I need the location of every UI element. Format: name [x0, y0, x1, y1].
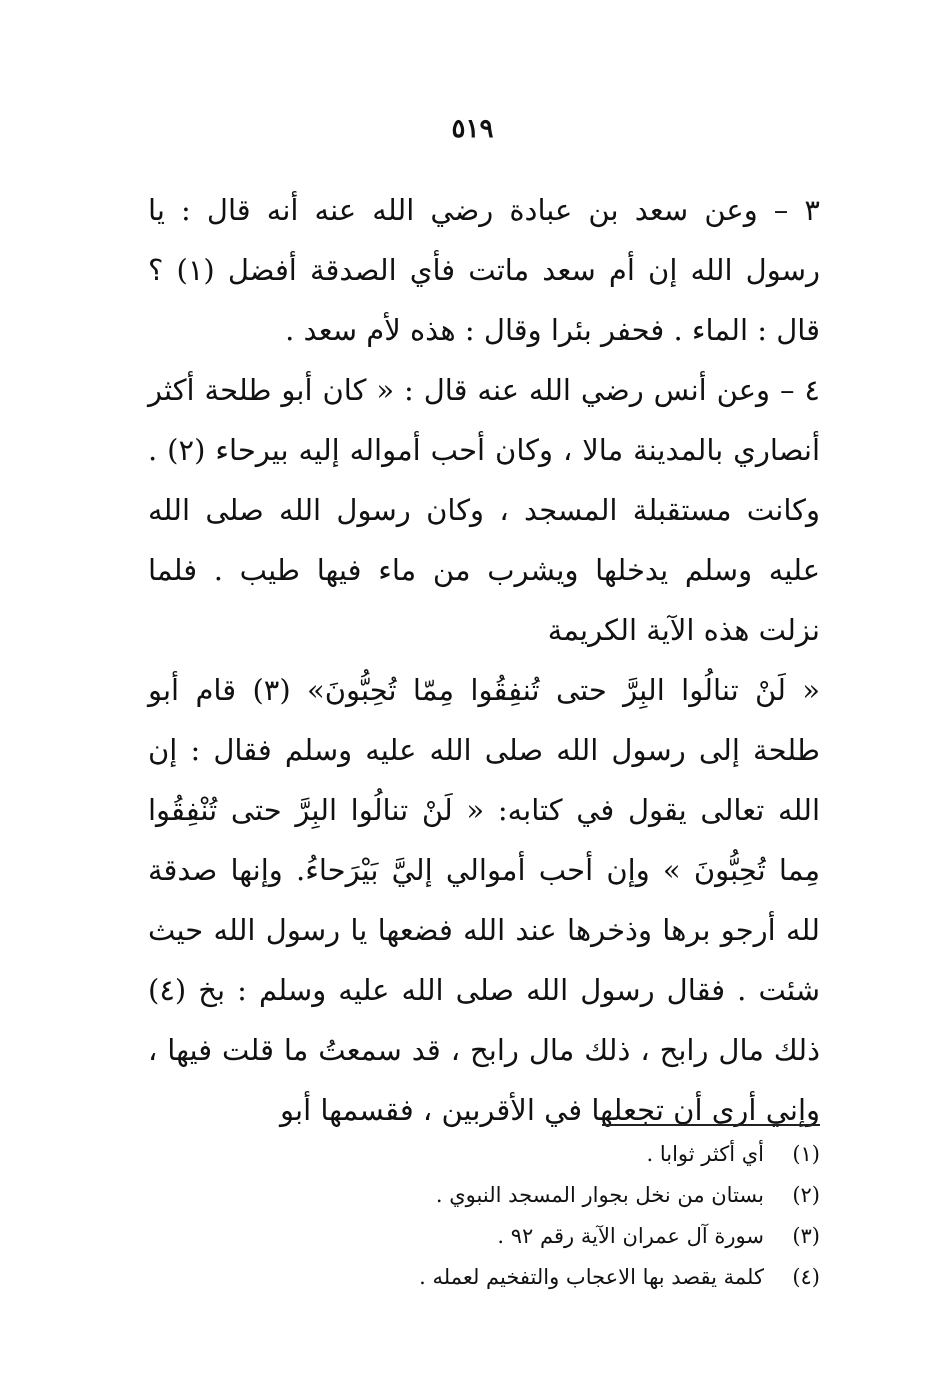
- footnote-4: [300, 1257, 820, 1298]
- footnote-3: [300, 1216, 820, 1257]
- footnote-text: أي أكثر ثوابا .: [646, 1142, 764, 1166]
- footnote-number: (٤): [792, 1265, 820, 1289]
- footnotes: [300, 1134, 820, 1298]
- footnote-1: [300, 1134, 820, 1175]
- footnote-number: (١): [792, 1142, 820, 1166]
- footnote-divider: [602, 1124, 820, 1126]
- footnote-number: (٣): [792, 1224, 820, 1248]
- footnote-text: بستان من نخل بجوار المسجد النبوي .: [435, 1183, 764, 1207]
- hadith-paragraph-4: ٤ – وعن أنس رضي الله عنه قال : « كان أبو طلحة أكثر أنصاري بالمدينة مالا ، وكان أحب أمواله إليه بيرحاء (٢) . وكانت مستقبلة المسجد ، وكان رسول الله صلى الله عليه وسلم يدخلها ويشرب من ماء فيها طيب . فلما نزلت هذه الآية الكريمة: [148, 373, 820, 647]
- footnote-number: (٢): [792, 1183, 820, 1207]
- hadith-paragraph-3: ٣ – وعن سعد بن عبادة رضي الله عنه أنه قال : يا رسول الله إن أم سعد ماتت فأي الصدقة أفضل (١) ؟ قال : الماء . فحفر بئرا وقال : هذه لأم سعد .: [148, 193, 820, 347]
- footnote-text: سورة آل عمران الآية رقم ٩٢ .: [497, 1224, 764, 1248]
- footnote-text: كلمة يقصد بها الاعجاب والتفخيم لعمله .: [419, 1265, 764, 1289]
- hadith-paragraph-4-continued: « لَنْ تنالُوا البِرَّ حتى تُنفِقُوا مِمّا تُحِبُّونَ» (٣) قام أبو طلحة إلى رسول الله صلى الله عليه وسلم فقال : إن الله تعالى يقول في كتابه: « لَنْ تنالُوا البِرَّ حتى تُنْفِقُوا مِما تُحِبُّونَ » وإن أحب أموالي إليَّ بَيْرَحاءُ. وإنها صدقة لله أرجو برها وذخرها عند الله فضعها يا رسول الله حيث شئت . فقال رسول الله صلى الله عليه وسلم : بخ (٤) ذلك مال رابح ، ذلك مال رابح ، قد سمعتُ ما قلت فيها ، وإني أرى أن تجعلها في الأقربين ، فقسمها أبو: [148, 673, 821, 1127]
- footnote-2: [300, 1175, 820, 1216]
- page-number: ٥١٩: [451, 114, 494, 144]
- main-text: [148, 180, 820, 1140]
